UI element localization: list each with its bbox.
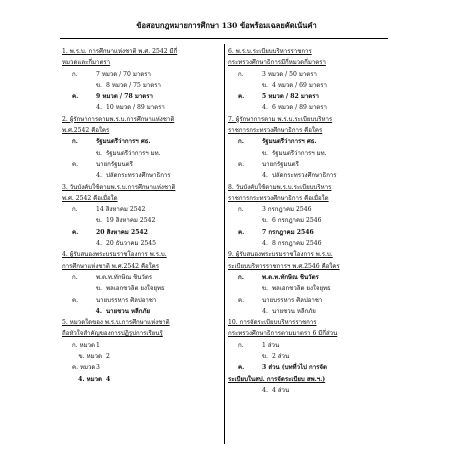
answer-option [228,283,388,294]
question-line [228,46,388,57]
option-text: ปลัดกระทรวงศึกษาธิการ [272,172,337,180]
answer-option [228,295,388,306]
question-text: 10. การจัดระเบียบบริหารราชการ [228,319,317,327]
question-text: 9. ผู้รับสนองพระบรมราชโองการ พ.ร.บ. [228,251,333,259]
question-text: 7. ผู้รักษาการตาม พ.ร.บ.ระเบียบบริหาร [228,115,333,123]
option-text: นายบรรหาร ศิลปอาชา [262,296,323,304]
option-text: พ.ต.ท.ทักษิณ ชินวัตร [96,273,153,281]
answer-option [62,351,222,362]
option-text: 8 กรกฎาคม 2546 [272,240,322,248]
correct-answer-text: 3 ส่วน (บทที่วไป การจัด [262,364,327,372]
option-key: ก. [238,70,244,78]
question-line [62,114,222,125]
question-text: 6. พ.ร.บ.ระเบียบบริหารราชการ [228,48,312,55]
option-text: 4 ส่วน [272,386,290,394]
answer-option [62,80,222,91]
option-text: 1 [96,341,100,349]
option-key: ข. [261,285,268,293]
option-text: รัฐมนตรีว่าการฯ มท. [272,149,327,157]
option-key: 4. หมวด [78,375,102,383]
option-key: ข. หมวด [78,353,102,361]
option-key: 4. [262,386,268,394]
answer-option [228,159,388,170]
option-key: ข. [261,149,268,157]
option-key: 4. [95,307,102,315]
option-text: 14 สิงหาคม 2542 [96,206,146,214]
answer-option [62,91,222,102]
answer-option [62,295,222,306]
option-text: พลเอกชวลิต ยงใจยุทธ [106,285,165,293]
option-key: ก. [72,273,78,281]
question-text: ถือหัวใจสำคัญของการปฏิรูปการเรียนรู้ [62,330,163,338]
option-key: ก. หมวด [72,341,95,349]
answer-option [228,204,388,215]
option-key: ค. [72,296,79,304]
option-text: 2 [106,353,110,361]
option-text: นายชวน หลีกภัย [272,307,316,315]
answer-option [62,306,222,317]
option-text: 19 สิงหาคม 2542 [106,217,156,225]
question-line [62,182,222,193]
answer-option [228,136,388,147]
answer-option [62,148,222,159]
answer-option [228,351,388,362]
right-column [228,46,388,396]
question-text: 1. พ.ร.บ. การศึกษาแห่งชาติ พ.ศ. 2542 มีกี่ [62,48,178,55]
option-key: ค. [72,160,79,168]
answer-option [228,272,388,283]
answer-option [228,340,388,351]
option-text: 6 กรกฎาคม 2546 [272,217,322,225]
question-text: ราชการกระทรวงศึกษาธิการ คือเมื่อใด [228,194,329,202]
answer-option [228,102,388,113]
option-text: นายกรัฐมนตรี [96,160,133,168]
option-text: 3 หมวด / 50 มาตรา [262,70,317,78]
correct-answer-text: 20 สิงหาคม 2542 [96,228,148,236]
option-key: ค. [238,228,245,236]
question-line [62,193,222,204]
question-line [228,114,388,125]
question-line [62,125,222,136]
answer-option [228,215,388,226]
option-key: ข. [95,217,102,225]
answer-option [62,227,222,238]
option-key: ก. [238,138,244,146]
option-key: ค. [238,296,245,304]
option-key: ก. [238,206,244,214]
correct-answer-text: นายชวน หลีกภัย [106,307,151,315]
option-key: 4. [262,307,268,315]
question-line [228,374,388,385]
option-text: 1 ส่วน [262,341,280,349]
question-line [62,261,222,272]
question-line [228,328,388,339]
answer-option [62,374,222,385]
correct-answer-text: 4 [106,375,111,383]
option-key: ก. [72,138,78,146]
question-text: ราชการกระทรวงศึกษาธิการ คือใคร [228,127,323,135]
correct-answer-text: 7 กรกฎาคม 2546 [262,228,314,236]
answer-option [62,215,222,226]
column-divider [224,44,225,444]
question-text: 8. วันบังคับใช้ตามพ.ร.บ.ระเบียบบริหาร [228,183,332,191]
question-line [228,193,388,204]
option-key: ค. [238,364,245,372]
option-key: ข. [261,353,268,361]
question-text: 4. ผู้รับสนองพระบรมราชโองการ พ.ร.บ. [62,251,167,259]
answer-option [62,238,222,249]
option-key: ค. หมวด [72,364,96,372]
answer-option [62,69,222,80]
option-text: 10 หมวด / 89 มาตรา [106,104,165,112]
option-text: 3 กรกฎาคม 2546 [262,206,312,214]
answer-option [62,204,222,215]
option-text: รัฐมนตรีว่าการฯ มท. [106,149,161,157]
question-line [228,317,388,328]
option-key: 4. [262,240,268,248]
option-key: 4. [262,104,268,112]
option-text: 3 [96,364,100,372]
question-text: ระเบียบในสป. การจัดระเบียบ สพ.ฯ.) [228,375,326,383]
answer-option [228,362,388,373]
option-text: 8 หมวด / 75 มาตรา [106,81,161,89]
option-key: ค. [238,160,245,168]
question-text: พ.ศ. 2542 คือเมื่อใด [62,194,118,202]
option-key: ข. [95,285,102,293]
correct-answer-text: พ.ต.ท.ทักษิณ ชินวัตร [262,273,319,281]
question-line [228,57,388,68]
option-key: ค. [72,93,79,101]
answer-option [62,170,222,181]
answer-option [62,102,222,113]
answer-option [62,159,222,170]
question-text: ระเบียบบริหารราชการฯ พ.ศ.2546 คือใคร [228,262,340,270]
correct-answer-text: รัฐมนตรีว่าการฯ ศธ. [262,138,317,146]
option-key: 4. [96,172,102,180]
answer-option [228,91,388,102]
answer-option [62,272,222,283]
answer-option [62,283,222,294]
question-text: กระทรวงศึกษาธิการตามมาตรา 6 มีกี่ส่วน [228,330,338,338]
correct-answer-text: 5 หมวด / 82 มาตรา [262,93,319,101]
option-text: นายกรัฐมนตรี [262,160,299,168]
option-text: 4 หมวด / 69 มาตรา [272,81,327,89]
question-text: 5. หมวดใดของ พ.ร.บ.การศึกษาแห่งชาติ [62,319,170,327]
option-text: 7 หมวด / 70 มาตรา [96,70,151,78]
option-key: 4. [262,172,268,180]
option-text: 6 หมวด / 89 มาตรา [272,104,327,112]
option-text: 2 ส่วน [272,353,290,361]
option-key: ค. [72,228,79,236]
answer-option [228,385,388,396]
option-text: ปลัดกระทรวงศึกษาธิการ [106,172,171,180]
answer-option [228,69,388,80]
question-line [62,46,222,57]
question-line [228,125,388,136]
question-text: กระทรวงศึกษาธิการมีกี่หมวดกี่มาตรา [228,59,326,67]
answer-option [228,227,388,238]
option-key: 4. [96,240,102,248]
question-line [62,249,222,260]
question-line [228,261,388,272]
question-text: 2. ผู้รักษาการตามพ.ร.บ.การศึกษาแห่งชาติ [62,115,175,123]
question-line [62,317,222,328]
correct-answer-text: 9 หมวด / 78 มาตรา [96,93,153,101]
answer-option [62,362,222,373]
question-line [62,328,222,339]
option-text: พลเอกชวลิต ยงใจยุทธ [272,285,331,293]
answer-option [228,238,388,249]
option-key: ค. [238,93,245,101]
option-key: ข. [95,81,102,89]
answer-option [228,170,388,181]
answer-option [228,80,388,91]
question-text: พ.ศ.2542 คือใคร [62,127,110,135]
option-key: ก. [72,206,78,214]
document-title: ข้อสอบกฎหมายการศึกษา 130 ข้อพร้อมเฉลยคัดเน้นคำ [136,21,317,30]
correct-answer-text: รัฐมนตรีว่าการฯ ศธ. [96,138,151,146]
answer-option [228,306,388,317]
option-key: ก. [238,273,244,281]
left-column [62,46,222,385]
option-key: ข. [95,149,102,157]
question-text: 3. วันบังคับใช้ตามพ.ร.บ.การศึกษาแห่งชาติ [62,183,176,191]
question-text: หมวดและกี่มาตรา [62,59,111,67]
option-key: ก. [72,70,78,78]
question-line [228,249,388,260]
answer-option [62,136,222,147]
option-key: ข. [261,81,268,89]
question-line [62,57,222,68]
answer-option [228,148,388,159]
answer-option [62,340,222,351]
option-text: นายบรรหาร ศิลปอาชา [96,296,157,304]
question-text: การศึกษาแห่งชาติ พ.ศ.2542 คือใคร [62,262,160,270]
option-key: 4. [96,104,102,112]
option-key: ก. [238,341,244,349]
option-key: ข. [261,217,268,225]
option-text: 20 ธันวาคม 2545 [106,240,156,248]
question-line [228,182,388,193]
